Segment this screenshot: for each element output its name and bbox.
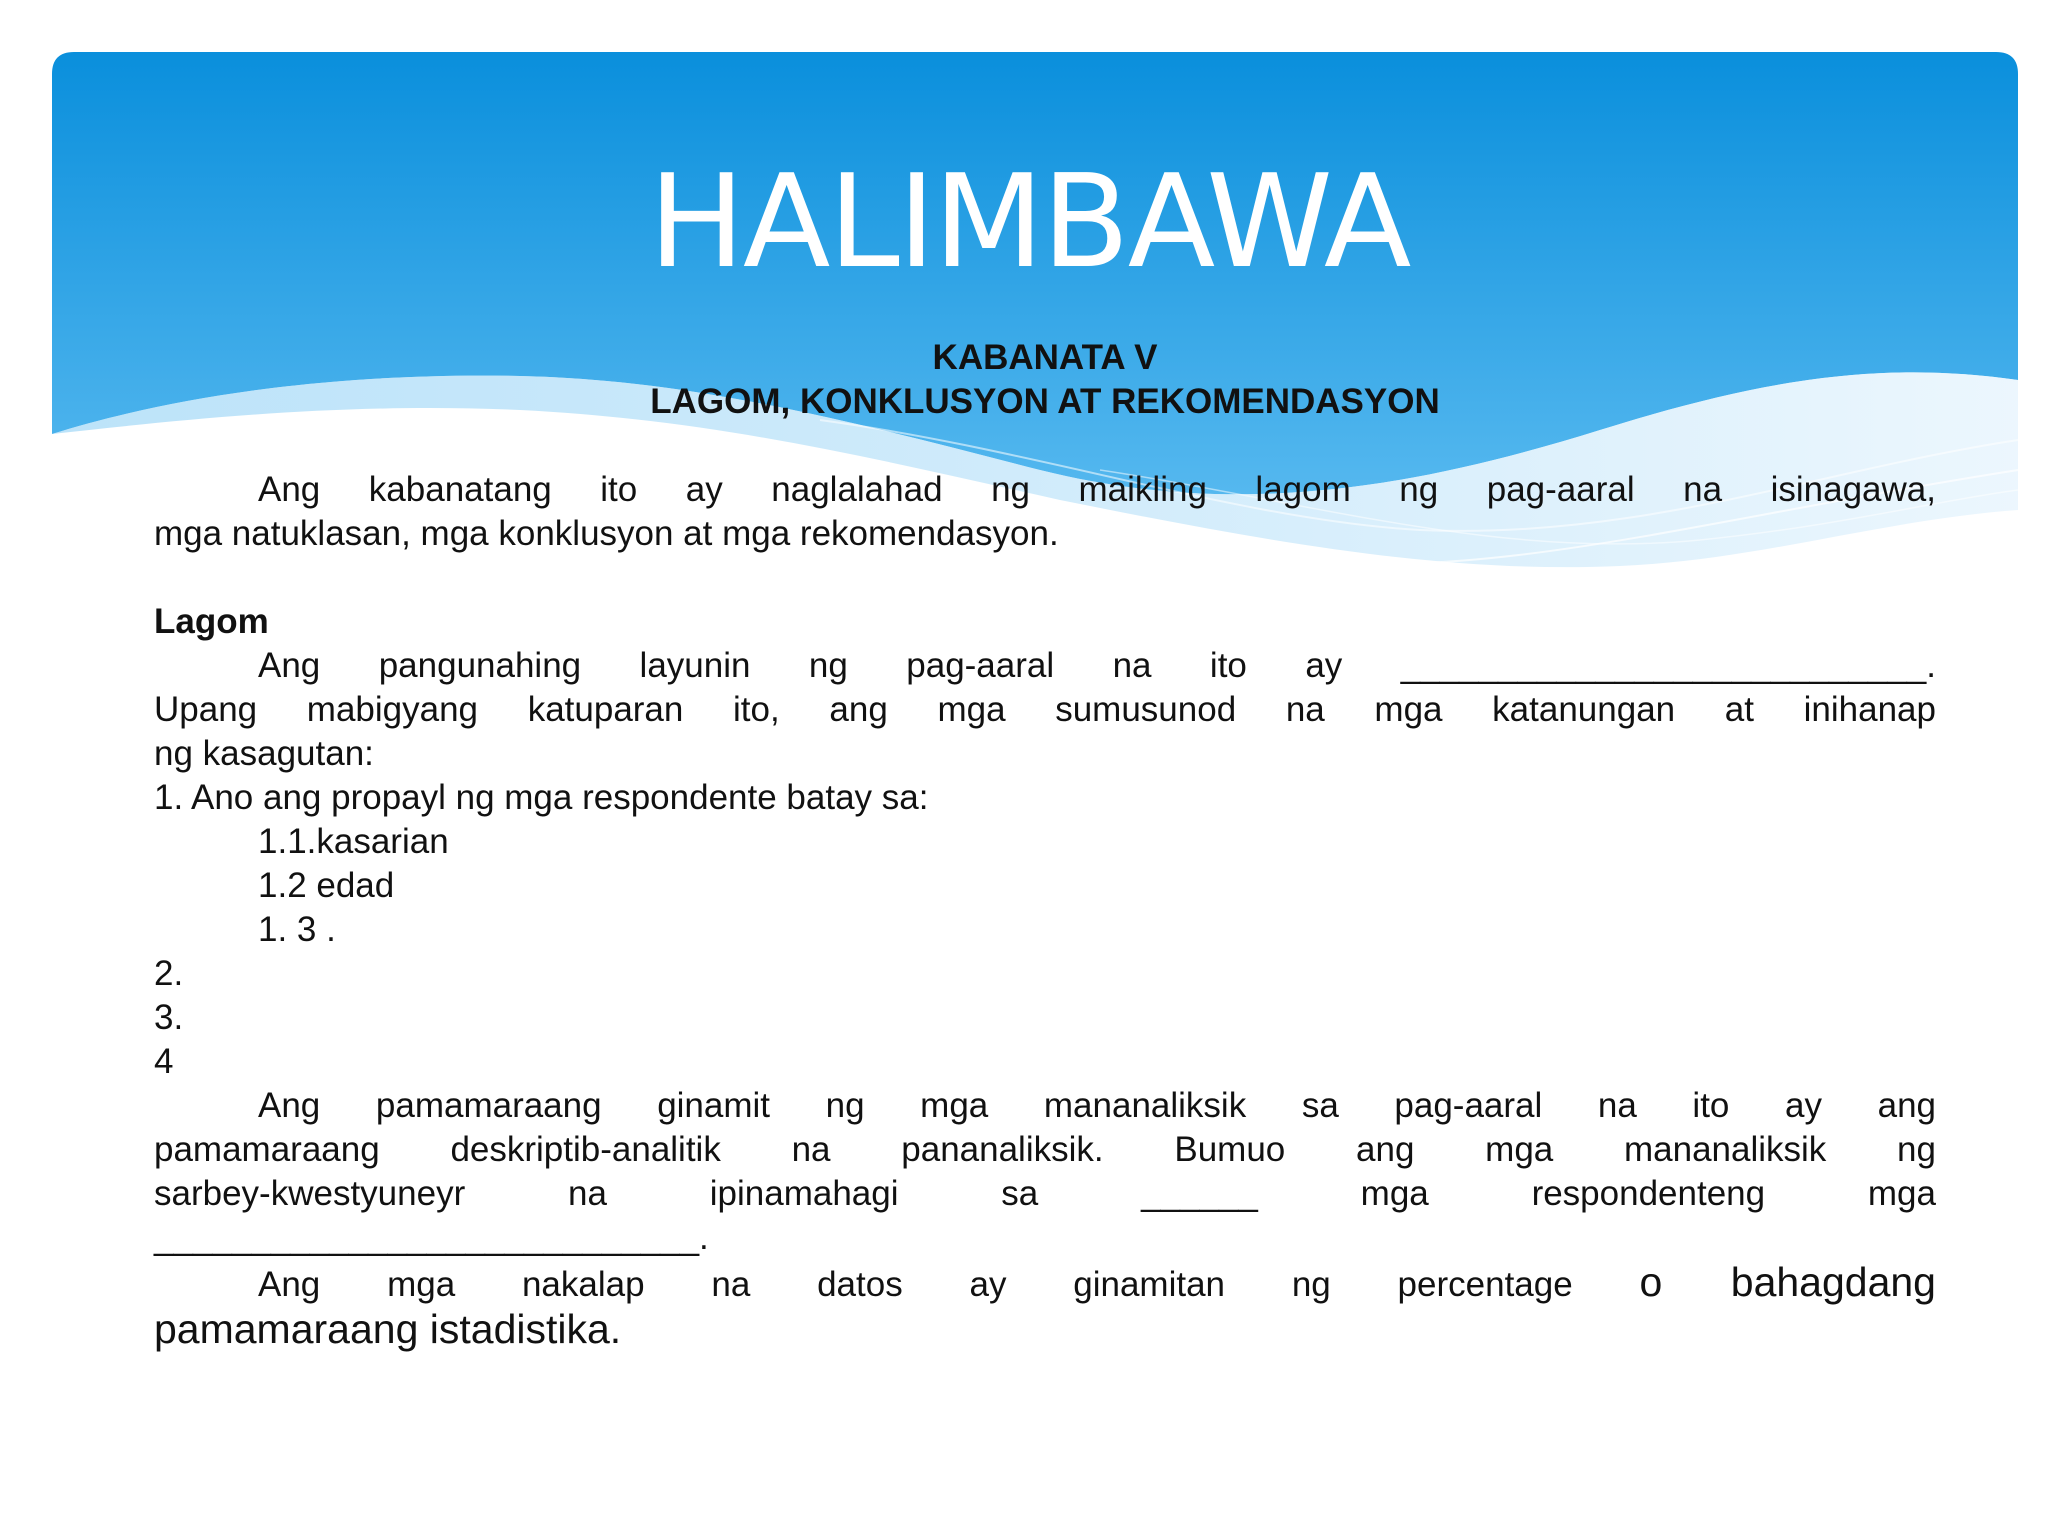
- number-3: 3.: [154, 998, 184, 1037]
- method-line-2: pamamaraang deskriptib-analitik na pananaliksik. Bumuo ang mga mananaliksik ng: [154, 1130, 1936, 1169]
- lagom-line-1: Ang pangunahing layunin ng pag-aaral na ito ay ___________________________.: [258, 646, 1936, 685]
- data-line-1-part-a: Ang mga nakalap na datos ay ginamitan ng percentage: [258, 1265, 1573, 1304]
- chapter-title: LAGOM, KONKLUSYON AT REKOMENDASYON: [650, 382, 1440, 421]
- lagom-line-2: Upang mabigyang katuparan ito, ang mga sumusunod na mga katanungan at inihanap: [154, 690, 1936, 729]
- lagom-line-3: ng kasagutan:: [154, 734, 374, 773]
- method-line-3: sarbey-kwestyuneyr na ipinamahagi sa ______ mga respondenteng mga: [154, 1174, 1936, 1213]
- intro-line-2: mga natuklasan, mga konklusyon at mga rekomendasyon.: [154, 514, 1059, 553]
- method-line-1: Ang pamamaraang ginamit ng mga mananaliksik sa pag-aaral na ito ay ang: [258, 1086, 1936, 1125]
- data-line-2: pamamaraang istadistika.: [154, 1306, 622, 1352]
- number-4: 4: [154, 1042, 174, 1081]
- method-line-4: ____________________________.: [154, 1218, 709, 1257]
- sub-item-edad: 1.2 edad: [258, 866, 395, 905]
- data-line-1: [154, 1260, 1936, 1307]
- document-image-text: [154, 336, 1936, 1351]
- section-heading-lagom: Lagom: [154, 602, 269, 641]
- sub-item-kasarian: 1.1.kasarian: [258, 822, 449, 861]
- chapter-number: KABANATA V: [932, 338, 1158, 377]
- data-line-1-part-b: o bahagdang: [1639, 1259, 1936, 1305]
- slide-title: HALIMBAWA: [648, 148, 1410, 297]
- sub-item-3: 1. 3 .: [258, 910, 336, 949]
- number-2: 2.: [154, 954, 184, 993]
- intro-line-1: Ang kabanatang ito ay naglalahad ng maikling lagom ng pag-aaral na isinagawa,: [258, 470, 1936, 509]
- question-1: 1. Ano ang propayl ng mga respondente batay sa:: [154, 778, 929, 817]
